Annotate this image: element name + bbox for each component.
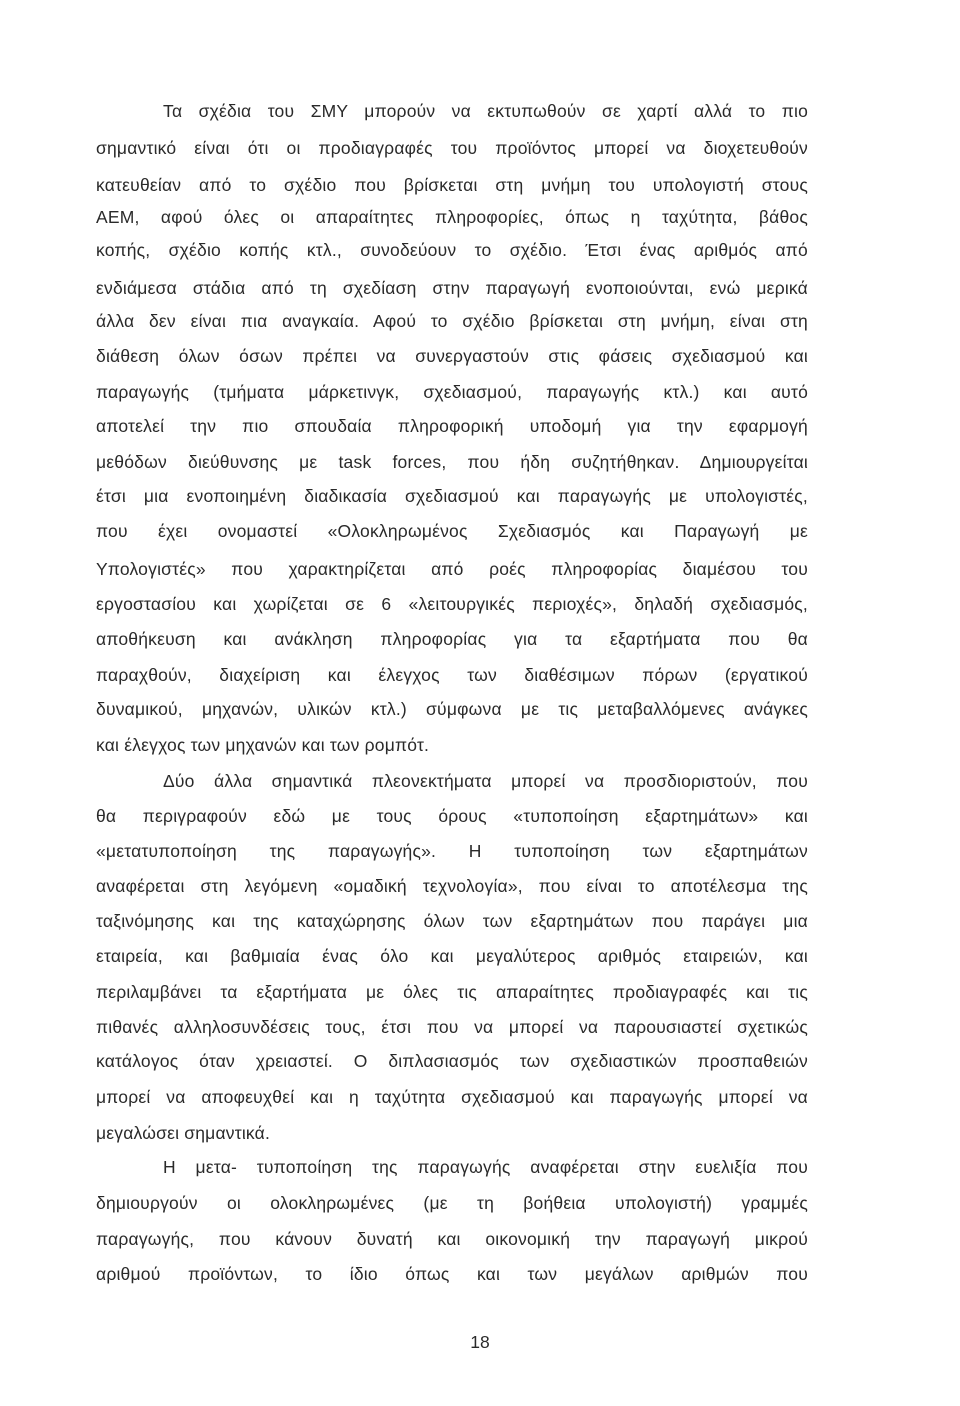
text-line: παραγωγής, που κάνουν δυνατή και οικονομική την παραγωγή μικρού (96, 1229, 808, 1249)
text-line: μεθόδων διεύθυνσης με task forces, που ήδη συζητήθηκαν. Δημιουργείται (96, 452, 808, 472)
text-line: αναφέρεται στη λεγόμενη «ομαδική τεχνολογία», που είναι το αποτέλεσμα της (96, 876, 808, 896)
text-line: Τα σχέδια του ΣΜΥ μπορούν να εκτυπωθούν σε χαρτί αλλά το πιο (163, 101, 808, 121)
page-number: 18 (470, 1332, 490, 1352)
text-line: παραχθούν, διαχείριση και έλεγχος των διαθέσιμων πόρων (εργατικού (96, 665, 808, 685)
text-line: δημιουργούν οι ολοκληρωμένες (με τη βοήθεια υπολογιστή) γραμμές (96, 1193, 808, 1213)
text-line: κοπής, σχέδιο κοπής κτλ., συνοδεύουν το σχέδιο. Έτσι ένας αριθμός από (96, 240, 808, 260)
text-line: κατευθείαν από το σχέδιο που βρίσκεται στη μνήμη του υπολογιστή στους (96, 175, 808, 195)
text-line: κατάλογος όταν χρειαστεί. Ο διπλασιασμός των σχεδιαστικών προσπαθειών (96, 1051, 808, 1071)
text-line: Δύο άλλα σημαντικά πλεονεκτήματα μπορεί να προσδιοριστούν, που (163, 771, 808, 791)
text-line: αποθήκευση και ανάκληση πληροφορίας για τα εξαρτήματα που θα (96, 629, 808, 649)
text-line: εργοστασίου και χωρίζεται σε 6 «λειτουργικές περιοχές», δηλαδή σχεδιασμός, (96, 594, 808, 614)
text-line: εταιρεία, και βαθμιαία ένας όλο και μεγαλύτερος αριθμός εταιρειών, και (96, 946, 808, 966)
text-line: παραγωγής (τμήματα μάρκετινγκ, σχεδιασμού, παραγωγής κτλ.) και αυτό (96, 382, 808, 402)
text-line: ταξινόμησης και της καταχώρησης όλων των εξαρτημάτων που παράγει μια (96, 911, 808, 931)
text-line: «μετατυποποίηση της παραγωγής». Η τυποποίηση των εξαρτημάτων (96, 841, 808, 861)
text-line: περιλαμβάνει τα εξαρτήματα με όλες τις απαραίτητες προδιαγραφές και τις (96, 982, 808, 1002)
text-line: θα περιγραφούν εδώ με τους όρους «τυποποίηση εξαρτημάτων» και (96, 806, 808, 826)
text-line: διάθεση όλων όσων πρέπει να συνεργαστούν στις φάσεις σχεδιασμού και (96, 346, 808, 366)
text-line: Η μετα- τυποποίηση της παραγωγής αναφέρεται στην ευελιξία που (163, 1157, 808, 1177)
text-line: έτσι μια ενοποιημένη διαδικασία σχεδιασμού και παραγωγής με υπολογιστές, (96, 486, 808, 506)
text-line: μπορεί να αποφευχθεί και η ταχύτητα σχεδιασμού και παραγωγής μπορεί να (96, 1087, 808, 1107)
text-line: άλλα δεν είναι πια αναγκαία. Αφού το σχέδιο βρίσκεται στη μνήμη, είναι στη (96, 311, 808, 331)
text-line: και έλεγχος των μηχανών και των ρομπότ. (96, 735, 430, 755)
text-line: δυναμικού, μηχανών, υλικών κτλ.) σύμφωνα με τις μεταβαλλόμενες ανάγκες (96, 699, 808, 719)
text-line: Υπολογιστές» που χαρακτηρίζεται από ροές πληροφορίας διαμέσου του (96, 559, 808, 579)
text-line: αποτελεί την πιο σπουδαία πληροφορική υποδομή για την εφαρμογή (96, 416, 808, 436)
text-line: σημαντικό είναι ότι οι προδιαγραφές του προϊόντος μπορεί να διοχετευθούν (96, 138, 808, 158)
text-line: ενδιάμεσα στάδια από τη σχεδίαση στην παραγωγή ενοποιούνται, ενώ μερικά (96, 278, 808, 298)
text-line: πιθανές αλληλοσυνδέσεις τους, έτσι που να μπορεί να παρουσιαστεί σχετικώς (96, 1017, 808, 1037)
text-line: που έχει ονομαστεί «Ολοκληρωμένος Σχεδιασμός και Παραγωγή με (96, 521, 808, 541)
text-line: ΑΕΜ, αφού όλες οι απαραίτητες πληροφορίες, όπως η ταχύτητα, βάθος (96, 207, 808, 227)
text-line: αριθμού προϊόντων, το ίδιο όπως και των μεγάλων αριθμών που (96, 1264, 808, 1284)
text-line: μεγαλώσει σημαντικά. (96, 1123, 271, 1143)
